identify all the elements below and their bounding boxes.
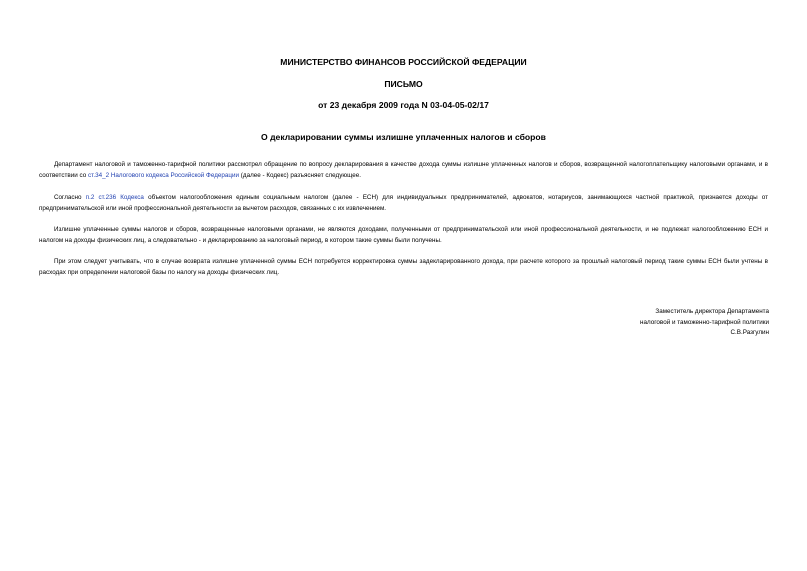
paragraph-2-text-after: объектом налогообложения единым социальным налогом (далее - ЕСН) для индивидуальных предпринимателей, адвокатов, нотариусов, занимающихся частной практикой, признается доходы от предпринимательской или иной профессиональной деятельности за вычетом расходов, связанных с их извлечением.: [39, 194, 769, 212]
paragraph-2: [39, 193, 768, 214]
ministry-heading: МИНИСТЕРСТВО ФИНАНСОВ РОССИЙСКОЙ ФЕДЕРАЦИИ: [280, 57, 527, 67]
paragraph-2-text-before: Согласно: [54, 194, 86, 201]
signature-name: С.В.Разгулин: [730, 329, 769, 336]
paragraph-3: Излишне уплаченные суммы налогов и сборов, возвращенные налоговыми органами, не являются доходами, полученными от предпринимательской или иной профессиональной деятельности, и не подлежат налогообложению ЕСН и налогом на доходы физических лиц, а следовательно - и декларированию за налоговый период, в котором такие суммы были получены.: [39, 226, 768, 244]
signature-position-line-2: налоговой и таможенно-тарифной политики: [640, 318, 769, 326]
signature-block: [469, 307, 769, 339]
document-date-heading: от 23 декабря 2009 года N 03-04-05-02/17: [318, 100, 489, 110]
signature-position-line-1: Заместитель директора Департамента: [655, 308, 769, 315]
tax-code-article-link[interactable]: ст.34_2 Налогового кодекса Российской Федерации: [87, 171, 240, 179]
paragraph-1-text-after: (далее - Кодекс) разъясняет следующее.: [239, 171, 361, 179]
code-article-236-link[interactable]: п.2 ст.236 Кодекса: [85, 194, 144, 201]
paragraph-1: [39, 160, 768, 181]
paragraph-4: При этом следует учитывать, что в случае возврата излишне уплаченной суммы ЕСН потребуется корректировка суммы задекларированного дохода, при расчете которого за прошлый налоговый период такие суммы ЕСН были учтены в расходах при определении налоговой базы по налогу на доходы физических лиц.: [39, 258, 768, 276]
document-type-heading: ПИСЬМО: [384, 79, 423, 89]
document-subject-heading: О декларировании суммы излишне уплаченных налогов и сборов: [261, 132, 546, 142]
paragraph-1-text-before: Департамент налоговой и таможенно-тарифной политики рассмотрел обращение по вопросу декларирования в качестве дохода суммы излишне уплаченных налогов и сборов, возвращенной налогоплательщику налоговыми органами, и в соответствии со: [39, 161, 768, 179]
